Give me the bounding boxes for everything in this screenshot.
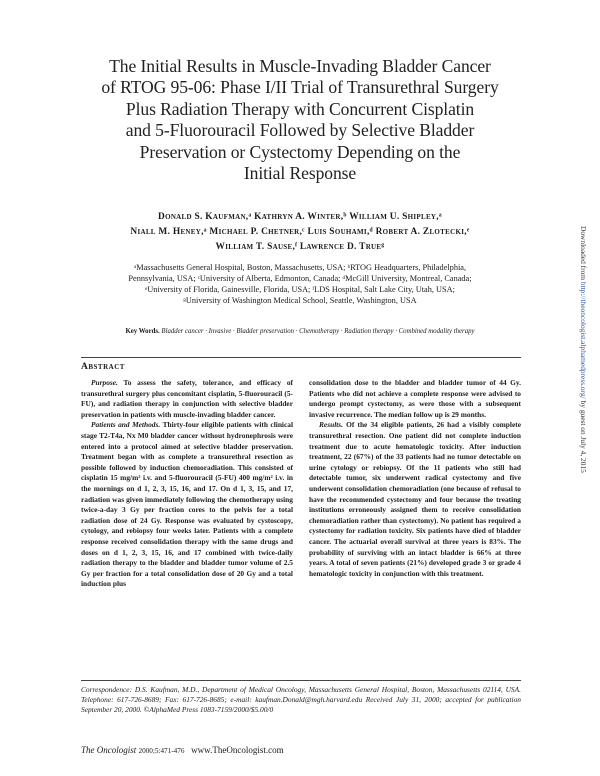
paragraph-text: consolidation dose to the bladder and bladder tumor of 44 Gy. Patients who did not achieve a complete response were advised to undergo prompt cystectomy, as were those with a subsequent invasive recurrence. The median follow up is 29 months. (309, 378, 521, 419)
paragraph-label: Patients and Methods. (91, 420, 161, 430)
paragraph-text: Thirty-four eligible patients with clinical stage T2-T4a, Nx M0 bladder cancer without hydronephrosis were entered into a protocol aimed at selective bladder preservation. Treatment began with as complete a transurethral resection as possible followed by induction chemoradiation. This consisted of cisplatin 15 mg/m² i.v. and 5-fluorouracil (5-FU) 400 mg/m² i.v. in the mornings on d 1, 2, 3, 15, 16, and 17. On d 1, 3, 15, and 17, radiation was given immediately following the chemotherapy using twice-a-day 3 Gy per fraction cores to the pelvis for a total radiation dose of 24 Gy. Response was evaluated by cystoscopy, cytology, and rebiopsy four weeks later. Patients with a complete response received consolidation therapy with the same drugs and doses on d 1, 2, 3, 15, 16, and 17 combined with twice-daily radiation therapy to the bladder and bladder tumor volume of 2.5 Gy per fraction for a total consolidation dose of 20 Gy and a total induction plus (81, 420, 294, 589)
keywords (60, 328, 540, 335)
title-line: of RTOG 95-06: Phase I/II Trial of Transurethral Surgery (101, 77, 499, 98)
abstract-top-rule (81, 357, 521, 358)
abstract-left-column (81, 378, 293, 590)
paragraph-label: Purpose. (91, 378, 118, 387)
keywords-label: Key Words. (125, 328, 160, 335)
author-line: Niall M. Heney,ᵃ Michael P. Chetner,ᶜ Luis Souhami,ᵈ Robert A. Zlotecki,ᵉ (130, 227, 470, 237)
download-suffix: by guest on July 4, 2015 (579, 400, 588, 473)
author-list (60, 210, 540, 255)
paragraph-text: To assess the safety, tolerance, and efficacy of transurethral surgery plus concomitant cisplatin, 5-fluorouracil (5-FU), and radiation therapy in conjunction with selective bladder preservation in patients with muscle-invading bladder cancer. (81, 378, 293, 419)
title-line: and 5-Fluorouracil Followed by Selective Bladder (125, 120, 475, 141)
affiliations (95, 262, 505, 306)
affiliation-line: ᵍUniversity of Washington Medical School, Seattle, Washington, USA (183, 296, 417, 305)
author-line: Donald S. Kaufman,ᵃ Kathryn A. Winter,ᵇ William U. Shipley,ᵃ (158, 212, 442, 222)
download-prefix: Downloaded from (579, 226, 588, 280)
title-line: The Initial Results in Muscle-Invading Bladder Cancer (109, 56, 491, 76)
affiliation-line: Pennsylvania, USA; ᶜUniversity of Alberta, Edmonton, Canada; ᵈMcGill University, Montreal, Canada; (128, 274, 472, 283)
affiliation-line: ᵃMassachusetts General Hospital, Boston, Massachusetts, USA; ᵇRTOG Headquarters, Philadelphia, (133, 263, 467, 272)
citation: 2000;5:471-476 (138, 747, 185, 755)
download-note (579, 226, 588, 473)
journal-name: The Oncologist (81, 745, 137, 755)
author-line: William T. Sause,ᶠ Lawrence D. Trueᵍ (215, 242, 385, 252)
paragraph-label: Results. (319, 420, 344, 430)
correspondence: Correspondence: D.S. Kaufman, M.D., Department of Medical Oncology, Massachusetts General Hospital, Boston, Massachusetts 02114, USA. Telephone: 617-726-8689; Fax: 617-726-8685; e-mail: kaufman.Donald@mgh.harvard.edu Received July 31, 2000; accepted for publication September 20, 2000. ©AlphaMed Press 1083-7159/2000/$5.00/0 (81, 685, 521, 714)
abstract-paragraph (309, 420, 521, 579)
page-footer (81, 745, 284, 755)
abstract-paragraph (81, 420, 293, 590)
download-link[interactable]: http://theoncologist.alphamedpress.org/ (579, 281, 588, 399)
title-line: Initial Response (243, 163, 357, 184)
abstract-paragraph (81, 378, 293, 420)
correspondence-rule (81, 680, 521, 681)
abstract-right-column (309, 378, 521, 579)
title-line: Plus Radiation Therapy with Concurrent Cisplatin (125, 98, 475, 119)
affiliation-line: ᵉUniversity of Florida, Gainesville, Florida, USA; ᶠLDS Hospital, Salt Lake City, Utah, USA; (145, 285, 455, 294)
keywords-text: Bladder cancer · Invasive · Bladder preservation · Chemotherapy · Radiation therapy · Combined modality therapy (161, 328, 475, 335)
article-title (60, 56, 540, 184)
abstract-paragraph (309, 378, 521, 420)
journal-website[interactable]: www.TheOncologist.com (191, 745, 284, 755)
abstract-heading: Abstract (81, 362, 125, 372)
paragraph-text: Of the 34 eligible patients, 26 had a visibly complete transurethral resection. One patient did not complete induction treatment due to acute hematologic toxicity. After induction treatment, 22 (67%) of the 33 patients had no tumor detectable on urine cytology or rebiopsy. Of the 11 patients who still had detectable tumor, six underwent radical cystectomy and five underwent consolidation chemoradiation (one because of refusal to have the recommended cystectomy and four because the treating institutions erroneously assigned them to receive consolidation chemoradiation rather than cystectomy). No patient has required a cystectomy for radiation toxicity. Six patients have died of bladder cancer. The actuarial overall survival at three years is 83%. The probability of surviving with an intact bladder is 66% at three years. A total of seven patients (21%) developed grade 3 or grade 4 hematologic toxicity in conjunction with this treatment. (309, 420, 521, 578)
title-line: Preservation or Cystectomy Depending on the (139, 141, 461, 162)
